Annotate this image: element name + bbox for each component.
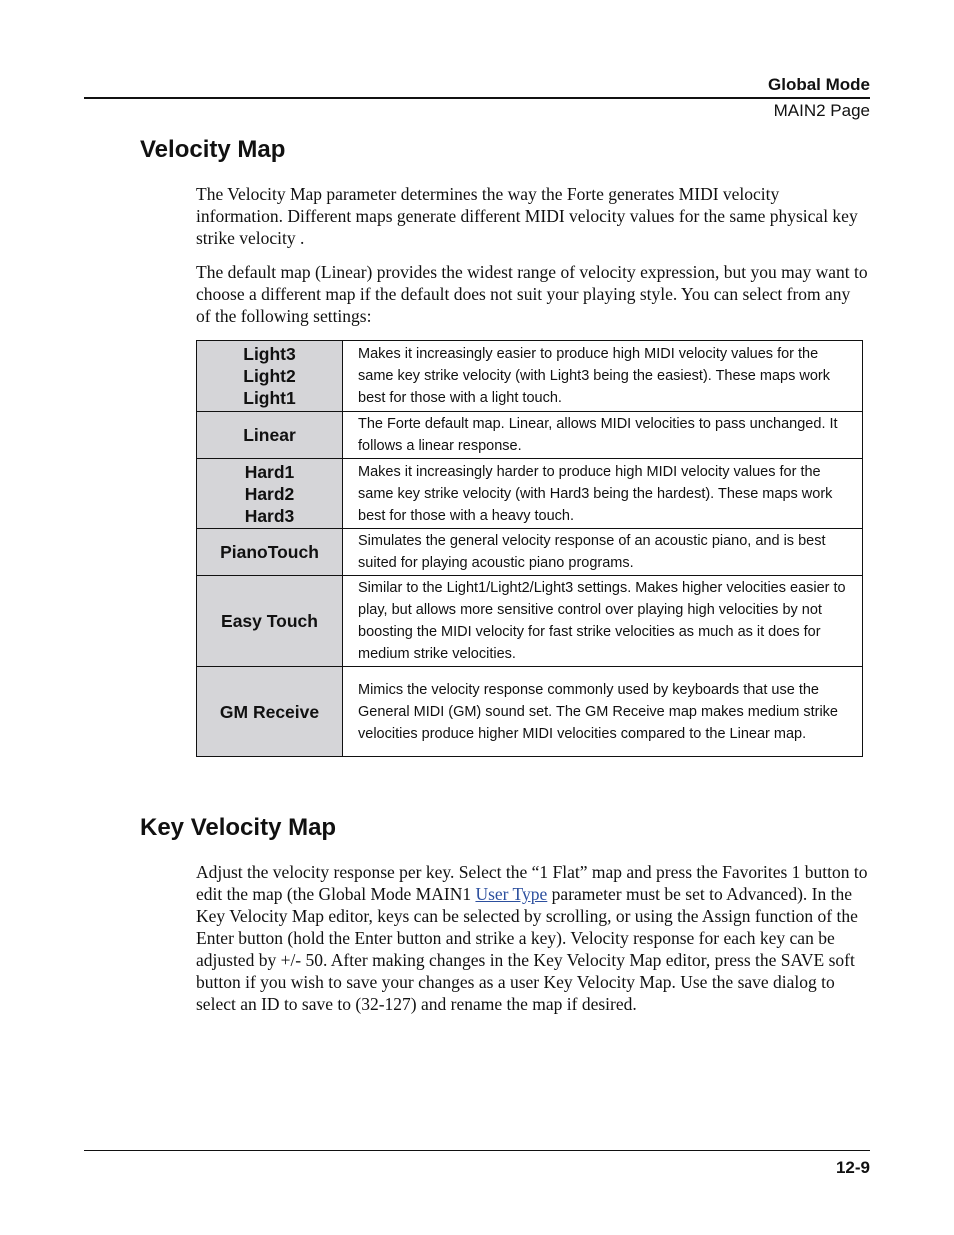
page-number: 12-9 <box>835 1158 870 1177</box>
table-row <box>197 576 863 667</box>
body-text: parameter must be set to Advanced). In the Key Velocity Map editor, keys can be selected by scrolling, or using the Assign function of the Enter button (hold the Enter button and strike a key). Velocity response for each key can be adjusted by +/- 50. After making changes in the Key Velocity Map editor, press the SAVE soft button if you wish to save your changes as a user Key Velocity Map. Use the save dialog to select an ID to save to (32-127) and rename the map if desired. <box>196 884 858 1014</box>
map-name: Light1 <box>243 388 296 408</box>
table-row <box>197 667 863 757</box>
footer-rule <box>84 1150 870 1151</box>
map-name: Linear <box>243 425 296 445</box>
velocity-map-intro: The Velocity Map parameter determines the way the Forte generates MIDI velocity information. Different maps generate different MIDI velocity values for the same physical key strike velocity . <box>196 184 858 248</box>
map-description: Similar to the Light1/Light2/Light3 settings. Makes higher velocities easier to play, but allows more sensitive control over playing high velocities by not boosting the MIDI velocity for fast strike velocities as much as it does for medium strike velocities. <box>343 576 863 667</box>
map-name: Hard1 <box>244 461 295 482</box>
key-velocity-map-body <box>196 861 868 1015</box>
map-name: PianoTouch <box>220 542 319 562</box>
map-description: Makes it increasingly easier to produce high MIDI velocity values for the same key strike velocity (with Light3 being the easiest). These maps work best for those with a light touch. <box>343 341 863 412</box>
map-name-cell <box>197 341 343 412</box>
header-title: Global Mode <box>768 75 870 94</box>
table-row <box>197 529 863 576</box>
header-rule <box>84 97 870 99</box>
map-name: Easy Touch <box>221 611 318 631</box>
user-type-link[interactable]: User Type <box>475 884 548 904</box>
map-description: Makes it increasingly harder to produce high MIDI velocity values for the same key strike velocity (with Hard3 being the hardest). These maps work best for those with a heavy touch. <box>343 459 863 529</box>
velocity-map-heading: Velocity Map <box>140 136 286 163</box>
map-description: Simulates the general velocity response of an acoustic piano, and is best suited for playing acoustic piano programs. <box>343 529 863 576</box>
map-name-cell <box>197 576 343 667</box>
map-name-cell <box>197 459 343 529</box>
table-row <box>197 341 863 412</box>
key-velocity-map-heading: Key Velocity Map <box>140 814 337 841</box>
map-description: Mimics the velocity response commonly used by keyboards that use the General MIDI (GM) sound set. The GM Receive map makes medium strike velocities produce higher MIDI velocities compared to the Linear map. <box>343 667 863 757</box>
map-name-cell <box>197 667 343 757</box>
header-subtitle: MAIN2 Page <box>773 101 870 120</box>
map-name: Light2 <box>243 366 296 386</box>
velocity-map-table <box>196 340 863 757</box>
map-name: GM Receive <box>219 701 320 722</box>
map-description: The Forte default map. Linear, allows MIDI velocities to pass unchanged. It follows a linear response. <box>343 412 863 459</box>
map-name-cell <box>197 529 343 576</box>
map-name: Light3 <box>243 344 296 364</box>
body-text: Adjust the velocity response per key. Select the “1 Flat” map and press the Favorites 1 button to edit the map (the Global Mode MAIN1 <box>196 862 868 904</box>
table-row <box>197 459 863 529</box>
map-name-cell <box>197 412 343 459</box>
table-row <box>197 412 863 459</box>
velocity-map-default-note: The default map (Linear) provides the widest range of velocity expression, but you may want to choose a different map if the default does not suit your playing style. You can select from any of the following settings: <box>196 262 868 326</box>
map-name: Hard2 <box>244 483 295 504</box>
map-name: Hard3 <box>244 505 295 526</box>
